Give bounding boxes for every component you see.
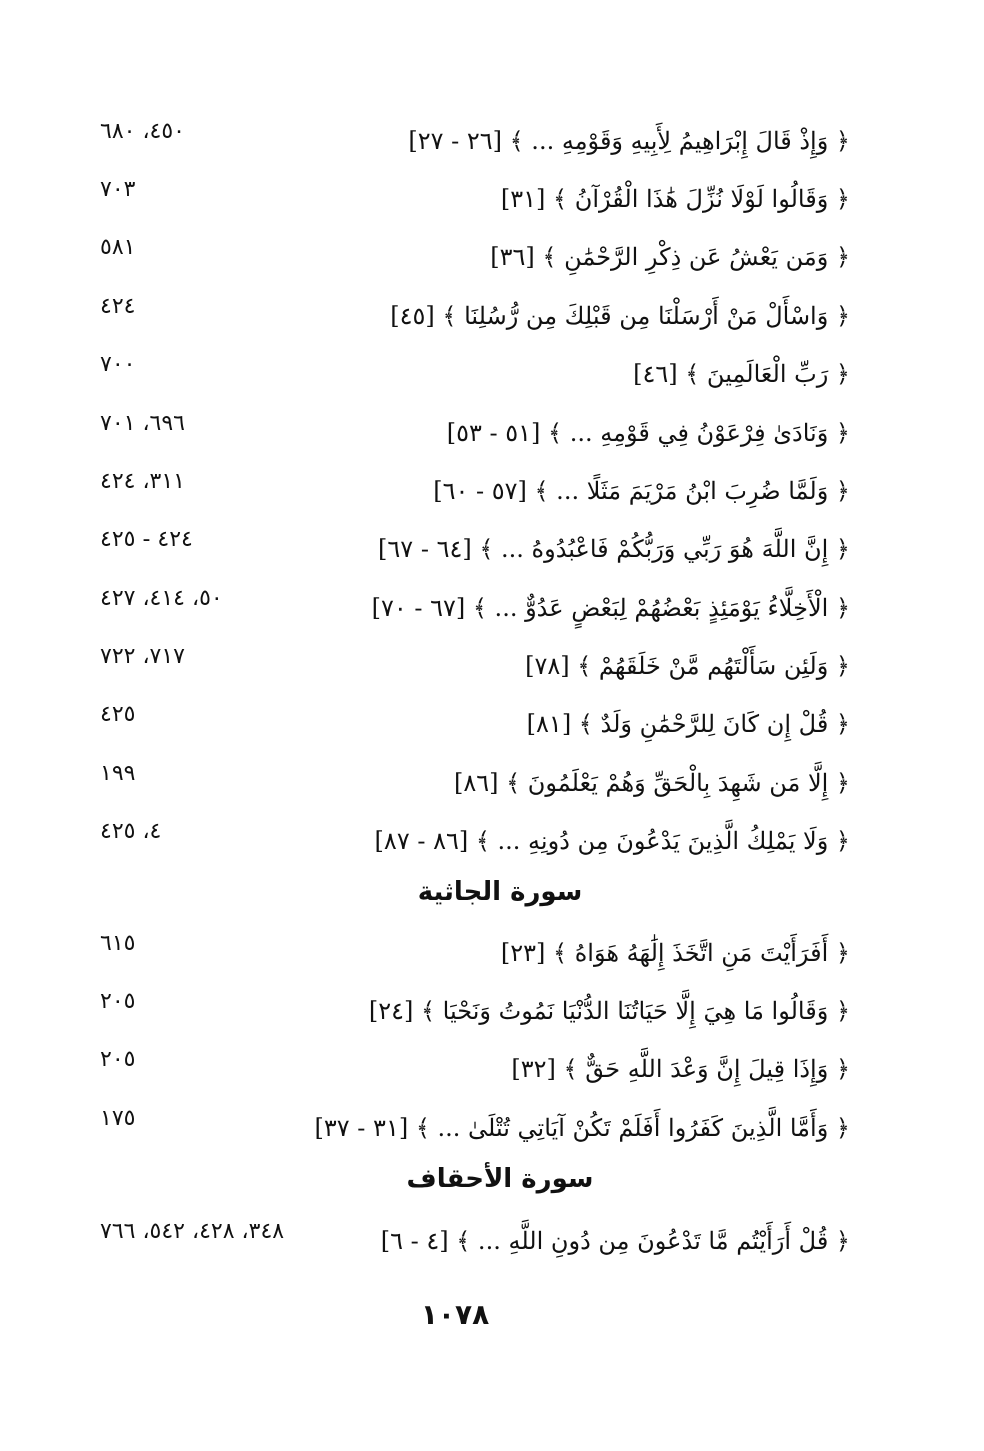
verse-text: ﴿ وَمَن يَعْشُ عَن ذِكْرِ الرَّحْمَٰنِ ﴾ [٣٦] bbox=[490, 243, 850, 271]
index-row bbox=[80, 409, 860, 457]
verse-text: ﴿ وَلَمَّا ضُرِبَ ابْنُ مَرْيَمَ مَثَلًا ... ﴾ [٥٧ - ٦٠] bbox=[433, 477, 850, 505]
index-row bbox=[80, 700, 860, 748]
verse-text: ﴿ أَفَرَأَيْتَ مَنِ اتَّخَذَ إِلَٰهَهُ هَوَاهُ ﴾ [٢٣] bbox=[500, 939, 850, 967]
index-row bbox=[80, 759, 860, 807]
page-refs: ٤٢٥ bbox=[100, 702, 136, 727]
page-refs: ٢٠٥ bbox=[100, 989, 136, 1014]
page-refs: ٤، ٤٢٥ bbox=[100, 819, 162, 844]
page-refs: ٤٥٠، ٦٨٠ bbox=[100, 119, 185, 144]
page-refs: ٢٠٥ bbox=[100, 1047, 136, 1072]
page-refs: ٣٤٨، ٤٢٨، ٥٤٢، ٧٦٦ bbox=[100, 1219, 285, 1244]
page-refs: ٤٢٤ bbox=[100, 294, 136, 319]
surah-heading: سورة الأحقاف bbox=[406, 1164, 594, 1194]
verse-text: ﴿ وَقَالُوا لَوْلَا نُزِّلَ هَٰذَا الْقُرْآنُ ﴾ [٣١] bbox=[500, 185, 850, 213]
index-row bbox=[80, 987, 860, 1035]
page-refs: ٣١١، ٤٢٤ bbox=[100, 469, 185, 494]
index-row bbox=[80, 233, 860, 281]
index-row bbox=[80, 117, 860, 165]
index-row bbox=[80, 817, 860, 865]
page-refs: ١٩٩ bbox=[100, 761, 136, 786]
verse-text: ﴿ وَإِذَا قِيلَ إِنَّ وَعْدَ اللَّهِ حَقٌّ ﴾ [٣٢] bbox=[511, 1055, 850, 1083]
index-row bbox=[80, 525, 860, 573]
index-row bbox=[80, 175, 860, 223]
verse-text: ﴿ قُلْ أَرَأَيْتُم مَّا تَدْعُونَ مِن دُونِ اللَّهِ ... ﴾ [٤ - ٦] bbox=[380, 1227, 850, 1255]
index-row bbox=[80, 929, 860, 977]
verse-text: ﴿ وَلَئِن سَأَلْتَهُم مَّنْ خَلَقَهُمْ ﴾ [٧٨] bbox=[525, 652, 850, 680]
index-row bbox=[80, 1217, 860, 1265]
verse-text: ﴿ الْأَخِلَّاءُ يَوْمَئِذٍ بَعْضُهُمْ لِبَعْضٍ عَدُوٌّ ... ﴾ [٦٧ - ٧٠] bbox=[371, 594, 850, 622]
index-row bbox=[80, 467, 860, 515]
index-row bbox=[80, 292, 860, 340]
verse-text: ﴿ رَبِّ الْعَالَمِينَ ﴾ [٤٦] bbox=[633, 360, 850, 388]
verse-text: ﴿ وَلَا يَمْلِكُ الَّذِينَ يَدْعُونَ مِن دُونِهِ ... ﴾ [٨٦ - ٨٧] bbox=[374, 827, 850, 855]
verse-text: ﴿ وَإِذْ قَالَ إِبْرَاهِيمُ لِأَبِيهِ وَقَوْمِهِ ... ﴾ [٢٦ - ٢٧] bbox=[408, 127, 850, 155]
page-refs: ٧٠٠ bbox=[100, 352, 136, 377]
index-row bbox=[80, 1104, 860, 1152]
index-row bbox=[80, 584, 860, 632]
page-refs: ٥٠، ٤١٤، ٤٢٧ bbox=[100, 586, 223, 611]
page-refs: ٤٢٤ - ٤٢٥ bbox=[100, 527, 193, 552]
page-refs: ٧٠٣ bbox=[100, 177, 136, 202]
verse-text: ﴿ وَأَمَّا الَّذِينَ كَفَرُوا أَفَلَمْ تَكُنْ آيَاتِي تُتْلَىٰ ... ﴾ [٣١ - ٣٧] bbox=[314, 1114, 850, 1142]
surah-heading: سورة الجاثية bbox=[417, 877, 583, 907]
verse-text: ﴿ وَنَادَىٰ فِرْعَوْنُ فِي قَوْمِهِ ... ﴾ [٥١ - ٥٣] bbox=[446, 419, 850, 447]
page-refs: ١٧٥ bbox=[100, 1106, 136, 1131]
index-row bbox=[80, 1045, 860, 1093]
page-refs: ٦٩٦، ٧٠١ bbox=[100, 411, 185, 436]
page-refs: ٧١٧، ٧٢٢ bbox=[100, 644, 185, 669]
page-refs: ٦١٥ bbox=[100, 931, 136, 956]
index-row bbox=[80, 642, 860, 690]
verse-text: ﴿ وَاسْأَلْ مَنْ أَرْسَلْنَا مِن قَبْلِكَ مِن رُّسُلِنَا ﴾ [٤٥] bbox=[390, 302, 850, 330]
verse-text: ﴿ إِلَّا مَن شَهِدَ بِالْحَقِّ وَهُمْ يَعْلَمُونَ ﴾ [٨٦] bbox=[453, 769, 850, 797]
verse-text: ﴿ إِنَّ اللَّهَ هُوَ رَبِّي وَرَبُّكُمْ فَاعْبُدُوهُ ... ﴾ [٦٤ - ٦٧] bbox=[378, 535, 850, 563]
page-number: ١٠٧٨ bbox=[420, 1298, 490, 1331]
page-refs: ٥٨١ bbox=[100, 235, 136, 260]
verse-text: ﴿ قُلْ إِن كَانَ لِلرَّحْمَٰنِ وَلَدٌ ﴾ [٨١] bbox=[526, 710, 850, 738]
index-row bbox=[80, 350, 860, 398]
verse-text: ﴿ وَقَالُوا مَا هِيَ إِلَّا حَيَاتُنَا الدُّنْيَا نَمُوتُ وَنَحْيَا ﴾ [٢٤] bbox=[368, 997, 850, 1025]
